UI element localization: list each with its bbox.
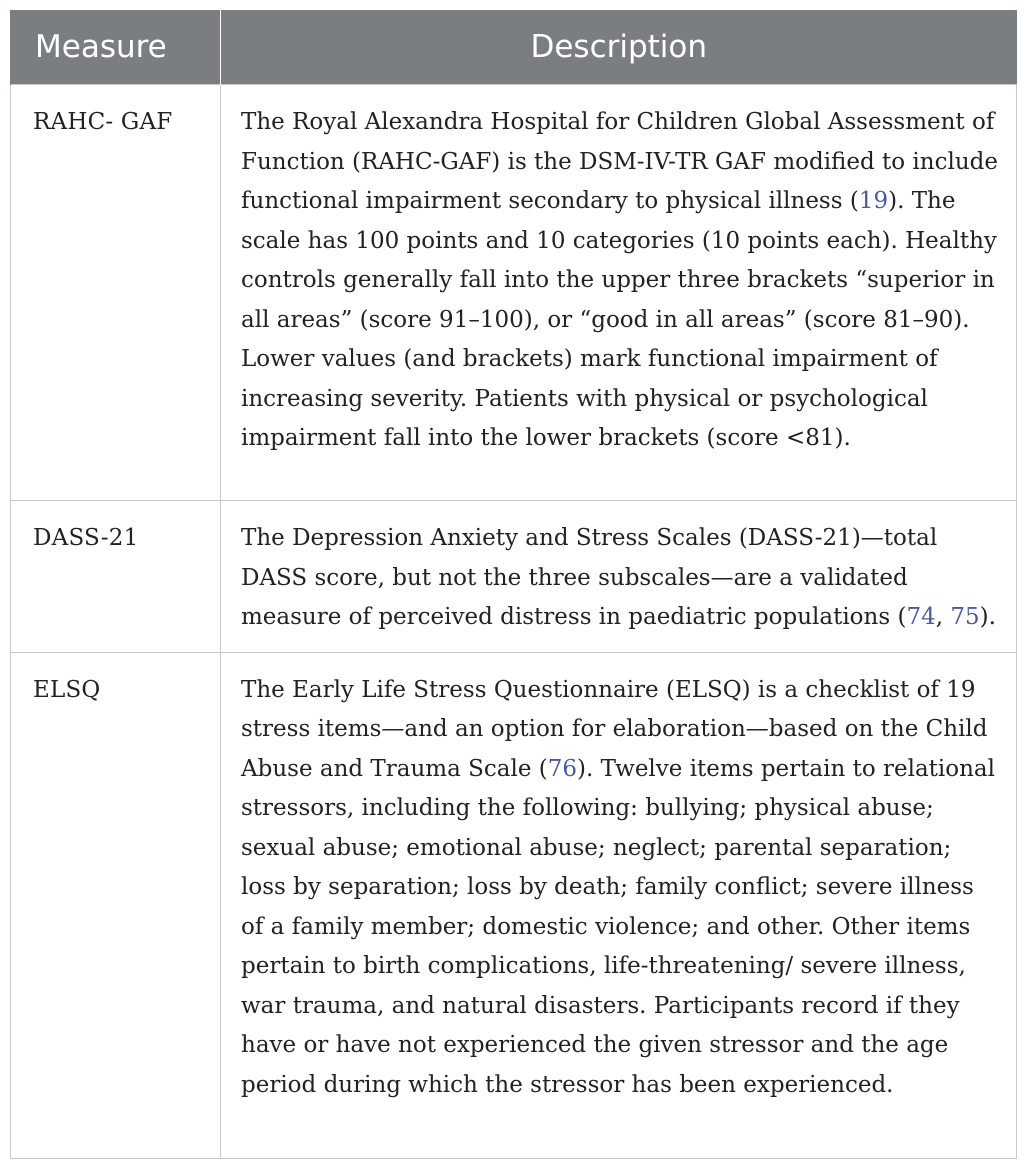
description-text: ). (979, 604, 996, 630)
header-measure: Measure (11, 10, 221, 85)
description-text: ). The scale has 100 points and 10 categories (10 points each). Healthy controls generally fall into the upper three brackets “superior in all areas” (score 91–100), or “good in all areas” (score 81–90). Lower values (and brackets) mark functional impairment of increasing severity. Patients with physical or psychological impairment fall into the lower brackets (score <81). (241, 188, 997, 451)
header-row (11, 10, 1017, 85)
table-body (11, 85, 1017, 1159)
description-cell (221, 501, 1017, 653)
description-text: The Early Life Stress Questionnaire (ELSQ) is a checklist of 19 stress items—and an option for elaboration—based on the Child Abuse and Trauma Scale ( (241, 676, 988, 782)
table-row (11, 652, 1017, 1158)
description-text: The Royal Alexandra Hospital for Children Global Assessment of Function (RAHC-GAF) is the DSM-IV-TR GAF modified to include functional impairment secondary to physical illness ( (241, 109, 998, 214)
citation-link[interactable]: 76 (547, 755, 578, 782)
measure-cell: RAHC- GAF (11, 85, 221, 501)
measures-table (10, 10, 1017, 1159)
table-row (11, 85, 1017, 501)
citation-link[interactable]: 19 (858, 188, 889, 214)
description-cell (221, 85, 1017, 501)
citation-link[interactable]: 75 (950, 604, 980, 630)
header-description: Description (221, 10, 1017, 85)
table-header (11, 10, 1017, 85)
measure-cell: ELSQ (11, 652, 221, 1158)
description-text: , (935, 604, 951, 630)
description-cell (221, 652, 1017, 1158)
citation-link[interactable]: 74 (906, 604, 936, 630)
table-row (11, 501, 1017, 653)
description-text: The Depression Anxiety and Stress Scales (DASS-21)—total DASS score, but not the three subscales—are a validated measure of perceived distress in paediatric populations ( (241, 525, 938, 630)
measure-cell: DASS-21 (11, 501, 221, 653)
description-text: ). Twelve items pertain to relational stressors, including the following: bullying; physical abuse; sexual abuse; emotional abuse; neglect; parental separation; loss by separation; loss by death; family conflict; severe illness of a family member; domestic violence; and other. Other items pertain to birth complications, life-threatening/ severe illness, war trauma, and natural disasters. Participants record if they have or have not experienced the given stressor and the age period during which the stressor has been experienced. (241, 755, 996, 1098)
